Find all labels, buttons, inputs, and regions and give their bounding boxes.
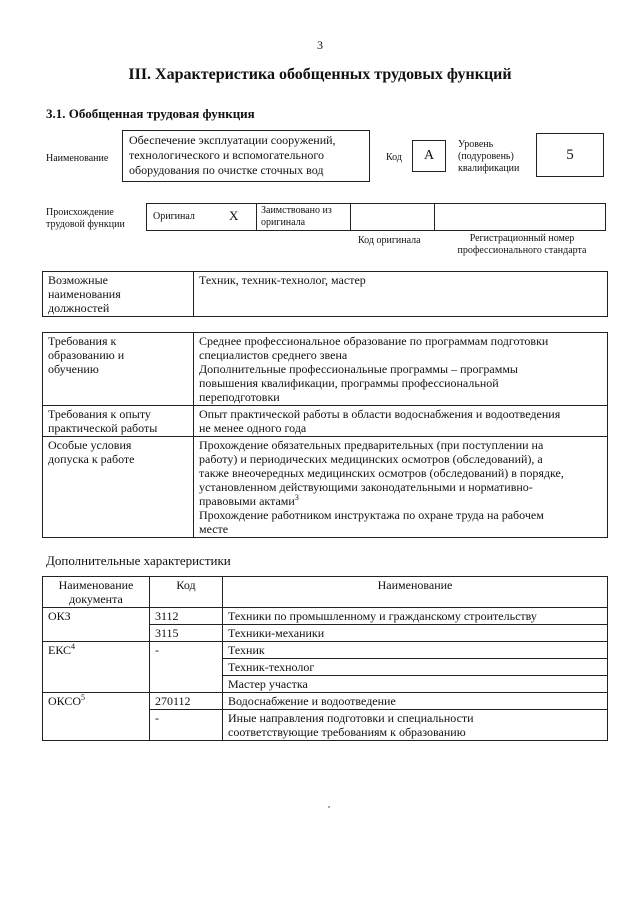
original-label: Оригинал [153,211,195,222]
doc-okso-label: ОКСО [48,694,82,708]
origin-divider [350,203,351,231]
conditions-extra-text: Прохождение работником инструктажа по охране труда на рабочем месте [199,508,544,536]
table-row [43,437,608,538]
positions-table [42,271,608,317]
col-header-name: Наименование [223,577,608,608]
row-name: Иные направления подготовки и специальности соответствующие требованиям к образованию [223,710,608,741]
footnote-ref: 3 [294,493,299,502]
requirements-table [42,332,608,538]
scan-speck [328,806,330,808]
doc-okz: ОКЗ [43,608,150,642]
level-value-box: 5 [536,133,604,177]
subsection-title: 3.1. Обобщенная трудовая функция [46,106,255,121]
table-row [43,642,608,659]
additional-heading: Дополнительные характеристики [46,553,231,568]
level-label: Уровень (подуровень) квалификации [458,139,520,174]
table-header-row [43,577,608,608]
row-code: 3112 [150,608,223,625]
table-row [43,272,608,317]
page-number: 3 [317,38,323,52]
footnote-ref: 4 [71,642,76,651]
col-header-code: Код [150,577,223,608]
additional-table [42,576,608,741]
conditions-value [194,437,608,538]
row-code: 3115 [150,625,223,642]
experience-label: Требования к опыту практической работы [43,406,194,437]
origin-divider [256,203,257,231]
education-value: Среднее профессиональное образование по программам подготовки специалистов среднего звена Дополнительные профессиональные программы – программы повышения квалификации, программы профессиональной переподготовки [194,333,608,406]
row-code: 270112 [150,693,223,710]
row-name: Мастер участка [223,676,608,693]
positions-value: Техник, техник-технолог, мастер [194,272,608,317]
code-label: Код [386,152,402,163]
code-original-caption: Код оригинала [358,235,421,246]
row-name: Техник [223,642,608,659]
row-name: Техники-механики [223,625,608,642]
section-title: III. Характеристика обобщенных трудовых функций [128,66,512,83]
code-value-box: А [412,140,446,172]
origin-frame [146,203,606,231]
table-row [43,333,608,406]
function-name-box: Обеспечение эксплуатации сооружений, технологического и вспомогательного оборудования по очистке сточных вод [122,130,370,182]
table-row [43,693,608,710]
education-label: Требования к образованию и обучению [43,333,194,406]
row-name: Техники по промышленному и гражданскому строительству [223,608,608,625]
origin-label: Происхождение трудовой функции [46,207,125,230]
doc-eks-label: ЕКС [48,643,72,657]
borrowed-label: Заимствовано из оригинала [261,205,332,228]
origin-divider [434,203,435,231]
footnote-ref: 5 [81,693,86,702]
col-header-document: Наименование документа [43,577,150,608]
positions-label: Возможные наименования должностей [43,272,194,317]
row-name: Водоснабжение и водоотведение [223,693,608,710]
row-code: - [150,710,223,741]
name-label: Наименование [46,153,109,164]
row-code: - [150,642,223,693]
table-row [43,608,608,625]
row-name: Техник-технолог [223,659,608,676]
reg-number-caption: Регистрационный номер профессионального стандарта [457,233,587,256]
conditions-label: Особые условия допуска к работе [43,437,194,538]
table-row [43,406,608,437]
doc-eks [43,642,150,693]
experience-value: Опыт практической работы в области водоснабжения и водоотведения не менее одного года [194,406,608,437]
original-mark: X [229,208,239,223]
conditions-main-text: Прохождение обязательных предварительных (при поступлении на работу) и периодических медицинских осмотров (обследований), а также внеочередных медицинских осмотров (обследований) в порядке, установленном действующими законодательными и нормативно- правовыми актами [199,438,564,508]
doc-okso [43,693,150,741]
